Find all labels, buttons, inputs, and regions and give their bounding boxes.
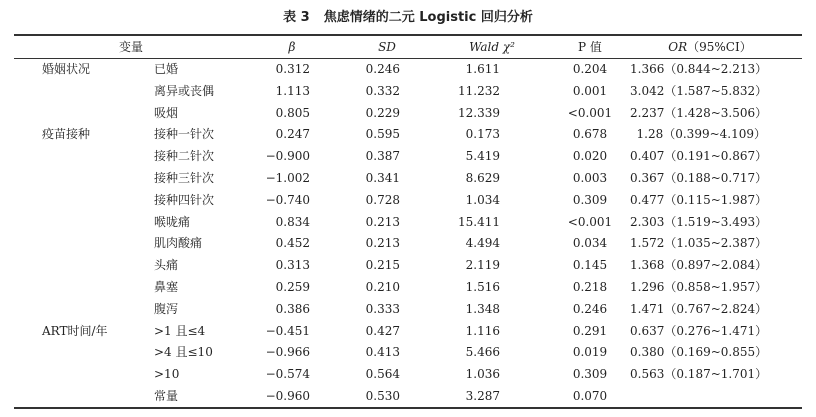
beta-cell: −0.451 [265,323,310,338]
sd-cell: 0.333 [365,301,400,316]
beta-cell: −0.574 [265,367,310,382]
beta-cell: −0.966 [265,345,310,360]
row-sub-label: 常量 [154,389,179,403]
header-wald: Wald χ² [469,40,515,54]
or-ci-cell: 0.367（0.188~0.717） [630,171,768,185]
p-value-cell: 0.019 [572,345,608,360]
row-sub-label: 接种一针次 [154,127,215,142]
row-sub-label: >4 且≤10 [154,345,213,360]
sd-cell: 0.595 [365,127,400,142]
or-ci-cell: 1.572（1.035~2.387） [630,236,768,251]
wald-cell: 1.348 [465,301,500,316]
sd-cell: 0.413 [365,345,400,360]
sd-cell: 0.387 [365,149,400,164]
row-sub-label: 腹泻 [154,301,179,316]
sd-cell: 0.229 [365,105,400,120]
wald-cell: 1.116 [465,323,500,338]
or-ci-cell: 2.303（1.519~3.493） [630,214,768,229]
or-ci-cell: 0.380（0.169~0.855） [630,345,768,360]
or-ci-cell: 1.366（0.844~2.213） [630,62,768,76]
row-sub-label: 头痛 [154,258,179,273]
sd-cell: 0.246 [365,62,400,76]
row-sub-label: 吸烟 [154,105,179,120]
table-caption [0,6,816,25]
beta-cell: −1.002 [265,171,310,185]
row-group-label: 疫苗接种 [42,127,91,142]
beta-cell: 0.247 [275,127,310,142]
sd-cell: 0.728 [365,192,400,207]
wald-cell: 1.611 [465,62,500,76]
row-sub-label: 接种四针次 [154,192,215,207]
bottom-rule [14,407,802,409]
or-ci-cell: 2.237（1.428~3.506） [630,105,768,120]
row-sub-label: 喉咙痛 [154,214,191,229]
p-value-cell: 0.246 [572,301,608,316]
beta-cell: 0.313 [275,258,310,273]
header-p: P 值 [578,40,602,54]
or-ci-cell: 3.042（1.587~5.832） [630,83,768,98]
p-value-cell: 0.003 [572,171,608,185]
beta-cell: 0.805 [275,105,310,120]
sd-cell: 0.215 [365,258,400,273]
table-title: 焦虑情绪的二元 Logistic 回归分析 [323,10,533,25]
p-value-cell: 0.309 [572,192,608,207]
sd-cell: 0.530 [365,389,400,403]
or-ci-cell: 1.296（0.858~1.957） [630,280,768,294]
p-value-cell: 0.034 [572,236,608,251]
beta-cell: 0.259 [275,280,310,294]
row-group-label: 婚姻状况 [42,62,91,76]
wald-cell: 5.419 [465,149,500,164]
beta-cell: −0.960 [265,389,310,403]
wald-cell: 5.466 [465,345,500,360]
sd-cell: 0.213 [365,236,400,251]
wald-cell: 11.232 [458,83,500,98]
or-ci-cell: 0.407（0.191~0.867） [630,149,768,164]
wald-cell: 8.629 [465,171,500,185]
p-value-cell: 0.678 [572,127,608,142]
wald-cell: 15.411 [458,214,500,229]
header-or [650,36,770,58]
p-value-cell: 0.001 [572,83,608,98]
header-or-label: OR [668,40,688,54]
sd-cell: 0.564 [365,367,400,382]
p-value-cell: 0.070 [572,389,608,403]
or-ci-cell: 1.28（0.399~4.109） [636,127,766,142]
or-ci-cell: 0.563（0.187~1.701） [630,367,768,382]
or-ci-cell [630,385,766,407]
row-sub-label: 肌肉酸痛 [154,236,203,251]
or-ci-cell: 1.368（0.897~2.084） [630,258,768,273]
wald-cell: 12.339 [458,105,500,120]
beta-cell: 0.386 [275,301,310,316]
beta-cell: 1.113 [275,83,310,98]
wald-cell: 0.173 [465,127,500,142]
wald-cell: 2.119 [465,258,500,273]
p-value-cell: 0.204 [572,62,608,76]
p-value-cell: <0.001 [567,105,613,120]
or-ci-cell: 0.477（0.115~1.987） [630,192,768,207]
row-sub-label: >1 且≤4 [154,323,206,338]
table-number: 表 3 [283,10,310,25]
row-sub-label: 鼻塞 [154,280,179,294]
sd-cell: 0.341 [365,171,400,185]
beta-cell: −0.900 [265,149,310,164]
or-ci-cell: 1.471（0.767~2.824） [630,301,768,316]
beta-cell: 0.452 [275,236,310,251]
header-beta: β [288,40,296,54]
header-or-ci: （95%CI） [687,40,752,54]
wald-cell: 1.036 [465,367,500,382]
row-sub-label: 离异或丧偶 [154,83,215,98]
wald-cell: 1.034 [465,192,500,207]
p-value-cell: <0.001 [567,214,613,229]
p-value-cell: 0.218 [572,280,608,294]
beta-cell: 0.834 [275,214,310,229]
row-sub-label: 已婚 [154,62,179,76]
wald-cell: 4.494 [465,236,500,251]
wald-cell: 1.516 [465,280,500,294]
sd-cell: 0.427 [365,323,400,338]
wald-cell: 3.287 [465,389,500,403]
beta-cell: −0.740 [265,192,310,207]
sd-cell: 0.210 [365,280,400,294]
header-variable: 变量 [118,40,143,54]
row-group-label: ART时间/年 [42,323,108,338]
p-value-cell: 0.020 [572,149,608,164]
sd-cell: 0.332 [365,83,400,98]
beta-cell: 0.312 [275,62,310,76]
row-sub-label: 接种三针次 [154,171,215,185]
header-sd: SD [378,40,396,54]
p-value-cell: 0.291 [572,323,608,338]
p-value-cell: 0.309 [572,367,608,382]
row-sub-label: 接种二针次 [154,149,215,164]
or-ci-cell: 0.637（0.276~1.471） [630,323,768,338]
row-sub-label: >10 [154,367,180,382]
p-value-cell: 0.145 [572,258,608,273]
sd-cell: 0.213 [365,214,400,229]
